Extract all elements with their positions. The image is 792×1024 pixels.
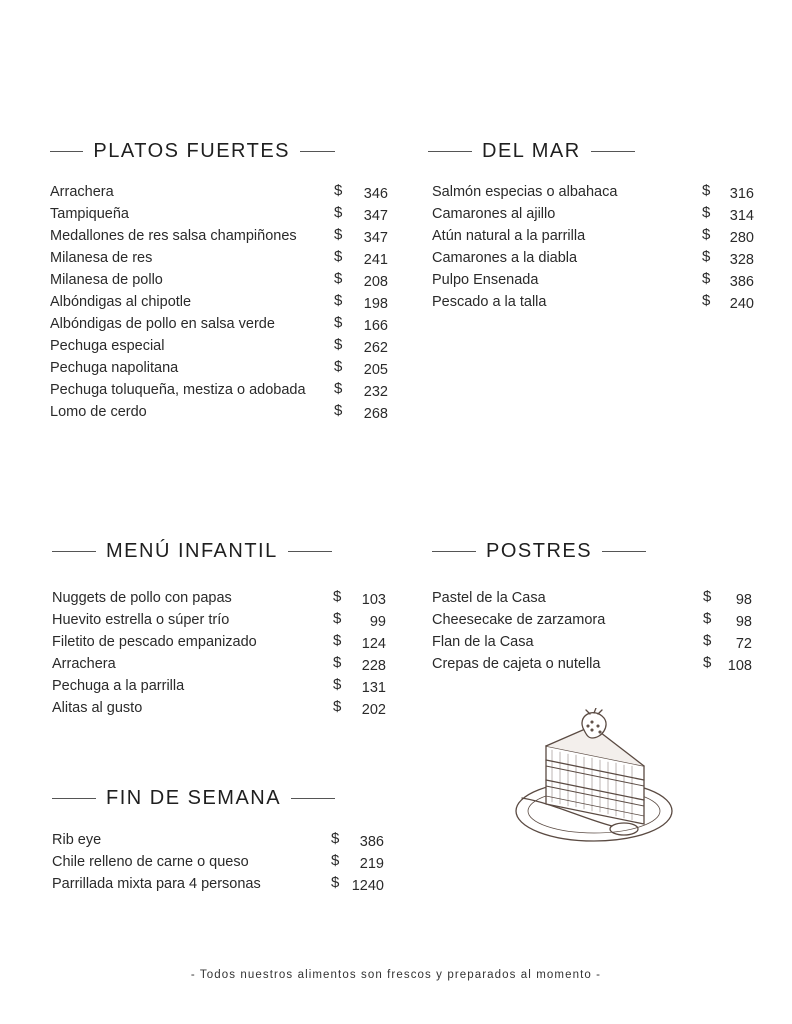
heading-rule-left bbox=[52, 551, 96, 552]
item-name: Parrillada mixta para 4 personas bbox=[52, 876, 261, 892]
heading-rule-left bbox=[432, 551, 476, 552]
menu-item bbox=[432, 184, 762, 206]
item-currency: $ bbox=[333, 676, 342, 693]
item-price: 166 bbox=[363, 318, 388, 334]
item-name: Rib eye bbox=[52, 832, 102, 848]
item-price: 240 bbox=[729, 296, 754, 312]
item-name: Tampiqueña bbox=[50, 206, 129, 222]
item-list bbox=[50, 184, 390, 426]
item-price: 314 bbox=[729, 208, 754, 224]
item-currency: $ bbox=[334, 358, 343, 375]
item-currency: $ bbox=[334, 292, 343, 309]
item-name: Pechuga especial bbox=[50, 338, 165, 354]
item-price: 108 bbox=[727, 658, 752, 674]
item-name: Arrachera bbox=[52, 656, 116, 672]
item-name: Pechuga napolitana bbox=[50, 360, 179, 376]
menu-item bbox=[50, 382, 390, 404]
menu-item bbox=[50, 316, 390, 338]
item-price: 99 bbox=[369, 614, 386, 630]
menu-item bbox=[52, 634, 392, 656]
item-price: 268 bbox=[363, 406, 388, 422]
item-currency: $ bbox=[703, 588, 712, 605]
menu-item bbox=[50, 360, 390, 382]
item-price: 228 bbox=[361, 658, 386, 674]
heading-rule-right bbox=[300, 151, 335, 152]
item-name: Albóndigas al chipotle bbox=[50, 294, 192, 310]
item-name: Cheesecake de zarzamora bbox=[432, 612, 606, 628]
heading-rule-right bbox=[602, 551, 646, 552]
item-currency: $ bbox=[703, 632, 712, 649]
item-currency: $ bbox=[334, 226, 343, 243]
item-price: 347 bbox=[363, 230, 388, 246]
menu-item bbox=[52, 590, 392, 612]
menu-item bbox=[432, 250, 762, 272]
item-price: 72 bbox=[735, 636, 752, 652]
item-price: 347 bbox=[363, 208, 388, 224]
item-price: 202 bbox=[361, 702, 386, 718]
item-name: Salmón especias o albahaca bbox=[432, 184, 618, 200]
section-heading bbox=[52, 540, 342, 563]
item-price: 98 bbox=[735, 614, 752, 630]
item-price: 316 bbox=[729, 186, 754, 202]
item-name: Alitas al gusto bbox=[52, 700, 143, 716]
item-currency: $ bbox=[334, 248, 343, 265]
section-title: DEL MAR bbox=[482, 140, 581, 162]
menu-item bbox=[432, 294, 762, 316]
menu-item bbox=[50, 294, 390, 316]
item-name: Pechuga toluqueña, mestiza o adobada bbox=[50, 382, 306, 398]
item-currency: $ bbox=[333, 588, 342, 605]
menu-item bbox=[432, 228, 762, 250]
item-name: Pechuga a la parrilla bbox=[52, 678, 185, 694]
item-currency: $ bbox=[334, 402, 343, 419]
item-price: 386 bbox=[729, 274, 754, 290]
item-name: Camarones al ajillo bbox=[432, 206, 556, 222]
item-name: Milanesa de res bbox=[50, 250, 153, 266]
item-price: 262 bbox=[363, 340, 388, 356]
item-price: 98 bbox=[735, 592, 752, 608]
item-currency: $ bbox=[334, 270, 343, 287]
item-currency: $ bbox=[702, 182, 711, 199]
menu-item bbox=[50, 206, 390, 228]
item-currency: $ bbox=[331, 830, 340, 847]
item-name: Huevito estrella o súper trío bbox=[52, 612, 230, 628]
section-title: POSTRES bbox=[486, 540, 593, 562]
item-currency: $ bbox=[333, 654, 342, 671]
item-currency: $ bbox=[334, 314, 343, 331]
item-name: Nuggets de pollo con papas bbox=[52, 590, 232, 606]
section-heading bbox=[50, 140, 335, 163]
item-currency: $ bbox=[702, 292, 711, 309]
item-price: 280 bbox=[729, 230, 754, 246]
menu-item bbox=[52, 854, 392, 876]
item-price: 1240 bbox=[351, 878, 384, 894]
heading-rule-right bbox=[288, 551, 332, 552]
menu-item bbox=[52, 678, 392, 700]
item-name: Pescado a la talla bbox=[432, 294, 547, 310]
item-name: Chile relleno de carne o queso bbox=[52, 854, 249, 870]
menu-item bbox=[52, 700, 392, 722]
item-price: 219 bbox=[359, 856, 384, 872]
item-price: 208 bbox=[363, 274, 388, 290]
item-name: Flan de la Casa bbox=[432, 634, 534, 650]
heading-rule-left bbox=[50, 151, 83, 152]
item-currency: $ bbox=[702, 226, 711, 243]
item-name: Milanesa de pollo bbox=[50, 272, 163, 288]
section-heading bbox=[428, 140, 643, 163]
item-price: 346 bbox=[363, 186, 388, 202]
heading-rule-left bbox=[428, 151, 472, 152]
item-price: 131 bbox=[361, 680, 386, 696]
cake-slice-icon bbox=[512, 708, 692, 848]
item-price: 386 bbox=[359, 834, 384, 850]
item-name: Camarones a la diabla bbox=[432, 250, 578, 266]
item-name: Arrachera bbox=[50, 184, 114, 200]
menu-item bbox=[432, 272, 762, 294]
section-title: MENÚ INFANTIL bbox=[106, 540, 278, 562]
menu-item bbox=[432, 656, 762, 678]
item-currency: $ bbox=[333, 632, 342, 649]
menu-item bbox=[50, 404, 390, 426]
section-title: FIN DE SEMANA bbox=[106, 787, 282, 809]
item-price: 198 bbox=[363, 296, 388, 312]
menu-item bbox=[432, 590, 762, 612]
section-title: PLATOS FUERTES bbox=[93, 140, 291, 162]
item-currency: $ bbox=[702, 248, 711, 265]
menu-item bbox=[50, 272, 390, 294]
item-name: Lomo de cerdo bbox=[50, 404, 147, 420]
item-currency: $ bbox=[334, 204, 343, 221]
item-name: Atún natural a la parrilla bbox=[432, 228, 586, 244]
item-name: Filetito de pescado empanizado bbox=[52, 634, 257, 650]
section-heading bbox=[52, 787, 342, 810]
item-currency: $ bbox=[334, 380, 343, 397]
item-price: 232 bbox=[363, 384, 388, 400]
item-name: Pastel de la Casa bbox=[432, 590, 546, 606]
item-currency: $ bbox=[331, 852, 340, 869]
footer-note: - Todos nuestros alimentos son frescos y preparados al momento - bbox=[190, 969, 602, 981]
menu-item bbox=[52, 656, 392, 678]
item-list bbox=[432, 184, 762, 316]
item-list bbox=[52, 832, 392, 898]
item-name: Pulpo Ensenada bbox=[432, 272, 539, 288]
item-price: 328 bbox=[729, 252, 754, 268]
menu-item bbox=[50, 184, 390, 206]
menu-item bbox=[432, 634, 762, 656]
menu-item bbox=[432, 206, 762, 228]
menu-item bbox=[50, 228, 390, 250]
menu-item bbox=[52, 612, 392, 634]
menu-item bbox=[432, 612, 762, 634]
menu-item bbox=[52, 832, 392, 854]
item-currency: $ bbox=[702, 204, 711, 221]
item-list bbox=[432, 590, 762, 678]
item-name: Medallones de res salsa champiñones bbox=[50, 228, 297, 244]
menu-item bbox=[50, 250, 390, 272]
item-name: Albóndigas de pollo en salsa verde bbox=[50, 316, 275, 332]
item-price: 205 bbox=[363, 362, 388, 378]
section-heading bbox=[432, 540, 647, 563]
item-currency: $ bbox=[703, 654, 712, 671]
item-currency: $ bbox=[333, 610, 342, 627]
item-currency: $ bbox=[702, 270, 711, 287]
item-currency: $ bbox=[333, 698, 342, 715]
heading-rule-left bbox=[52, 798, 96, 799]
item-currency: $ bbox=[334, 182, 343, 199]
menu-item bbox=[52, 876, 392, 898]
item-price: 241 bbox=[363, 252, 388, 268]
item-currency: $ bbox=[331, 874, 340, 891]
item-price: 103 bbox=[361, 592, 386, 608]
item-name: Crepas de cajeta o nutella bbox=[432, 656, 601, 672]
item-price: 124 bbox=[361, 636, 386, 652]
menu-item bbox=[50, 338, 390, 360]
item-list bbox=[52, 590, 392, 722]
item-currency: $ bbox=[703, 610, 712, 627]
heading-rule-right bbox=[591, 151, 635, 152]
heading-rule-right bbox=[291, 798, 335, 799]
item-currency: $ bbox=[334, 336, 343, 353]
